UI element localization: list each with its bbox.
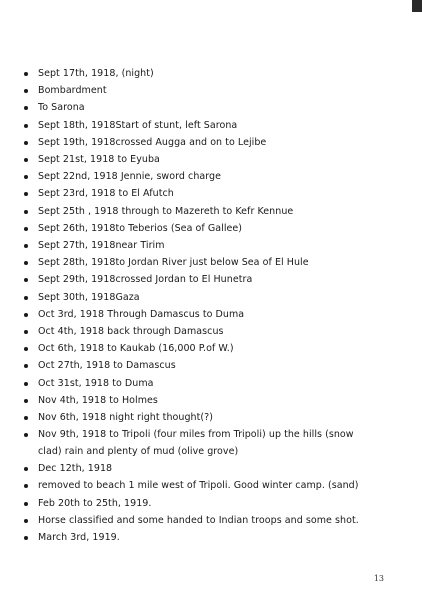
entry-text: Bombardment: [38, 85, 107, 97]
list-item: [24, 117, 414, 134]
list-item: [24, 529, 414, 546]
bullet-icon: [24, 484, 28, 488]
entry-text: Sept 28th, 1918to Jordan River just below Sea of El Hule: [38, 257, 309, 269]
bullet-icon: [24, 106, 28, 110]
list-item: [24, 477, 414, 494]
list-item: [24, 99, 414, 116]
bullet-icon: [24, 364, 28, 368]
entry-text: Oct 6th, 1918 to Kaukab (16,000 P.of W.): [38, 343, 234, 355]
entry-text: Sept 30th, 1918Gaza: [38, 291, 140, 303]
list-item: [24, 65, 414, 82]
list-item: [24, 203, 414, 220]
list-item: [24, 134, 414, 151]
entry-text: Oct 3rd, 1918 Through Damascus to Duma: [38, 308, 245, 320]
list-item: [24, 495, 414, 512]
bullet-icon: [24, 399, 28, 403]
list-item: [24, 375, 414, 392]
bullet-icon: [24, 296, 28, 300]
list-item: [24, 220, 414, 237]
entry-text: Sept 25th , 1918 through to Mazereth to Kefr Kennue: [38, 205, 294, 217]
entry-text: Sept 29th, 1918crossed Jordan to El Hunetra: [38, 274, 253, 286]
list-item: [24, 254, 414, 271]
list-item: [24, 357, 414, 374]
entry-text: Sept 26th, 1918to Teberios (Sea of Gallee): [38, 222, 243, 234]
bullet-icon: [24, 330, 28, 334]
entry-text: March 3rd, 1919.: [38, 532, 120, 544]
bullet-icon: [24, 244, 28, 248]
list-item: [24, 82, 414, 99]
list-item: [24, 185, 414, 202]
bullet-icon: [24, 141, 28, 145]
entry-text: Sept 22nd, 1918 Jennie, sword charge: [38, 171, 222, 183]
bullet-icon: [24, 158, 28, 162]
bullet-icon: [24, 519, 28, 523]
bullet-icon: [24, 502, 28, 506]
bullet-icon: [24, 89, 28, 93]
entry-text: removed to beach 1 mile west of Tripoli. Good winter camp. (sand): [38, 480, 359, 492]
list-item: [24, 409, 414, 426]
entry-text: To Sarona: [38, 102, 85, 114]
diary-entry-list: [24, 65, 414, 546]
entry-text: Sept 23rd, 1918 to El Afutch: [38, 188, 174, 200]
bullet-icon: [24, 124, 28, 128]
entry-text: Oct 31st, 1918 to Duma: [38, 377, 154, 389]
page-number: 13: [373, 574, 384, 583]
entry-text: Oct 27th, 1918 to Damascus: [38, 360, 176, 372]
entry-text: Sept 19th, 1918crossed Augga and on to Lejibe: [38, 136, 267, 148]
entry-text: Nov 6th, 1918 night right thought(?): [38, 412, 213, 424]
bullet-icon: [24, 536, 28, 540]
list-item: [24, 306, 414, 323]
list-item: [24, 323, 414, 340]
list-item: [24, 392, 414, 409]
bullet-icon: [24, 278, 28, 282]
entry-text: Oct 4th, 1918 back through Damascus: [38, 326, 224, 338]
entry-text: Sept 18th, 1918Start of stunt, left Sarona: [38, 119, 238, 131]
list-item: [24, 460, 414, 477]
scan-edge: [412, 0, 422, 12]
entry-text: Nov 4th, 1918 to Holmes: [38, 394, 158, 406]
list-item: [24, 512, 414, 529]
list-item: [24, 271, 414, 288]
list-item: [24, 237, 414, 254]
bullet-icon: [24, 175, 28, 179]
entry-text: Sept 21st, 1918 to Eyuba: [38, 154, 160, 166]
bullet-icon: [24, 72, 28, 76]
list-item: [24, 168, 414, 185]
bullet-icon: [24, 313, 28, 317]
bullet-icon: [24, 192, 28, 196]
bullet-icon: [24, 382, 28, 386]
entry-text: Feb 20th to 25th, 1919.: [38, 497, 152, 509]
entry-text: Nov 9th, 1918 to Tripoli (four miles from Tripoli) up the hills (snow clad) rain and plenty of mud (olive grove): [38, 429, 354, 458]
entry-text: Horse classified and some handed to Indian troops and some shot.: [38, 514, 359, 526]
bullet-icon: [24, 467, 28, 471]
list-item: [24, 340, 414, 357]
bullet-icon: [24, 227, 28, 231]
list-item: [24, 289, 414, 306]
bullet-icon: [24, 416, 28, 420]
bullet-icon: [24, 210, 28, 214]
bullet-icon: [24, 347, 28, 351]
entry-text: Dec 12th, 1918: [38, 463, 113, 475]
list-item: [24, 426, 360, 460]
entry-text: Sept 17th, 1918, (night): [38, 68, 154, 79]
bullet-icon: [24, 433, 28, 437]
list-item: [24, 151, 414, 168]
entry-text: Sept 27th, 1918near Tirim: [38, 240, 165, 252]
bullet-icon: [24, 261, 28, 265]
